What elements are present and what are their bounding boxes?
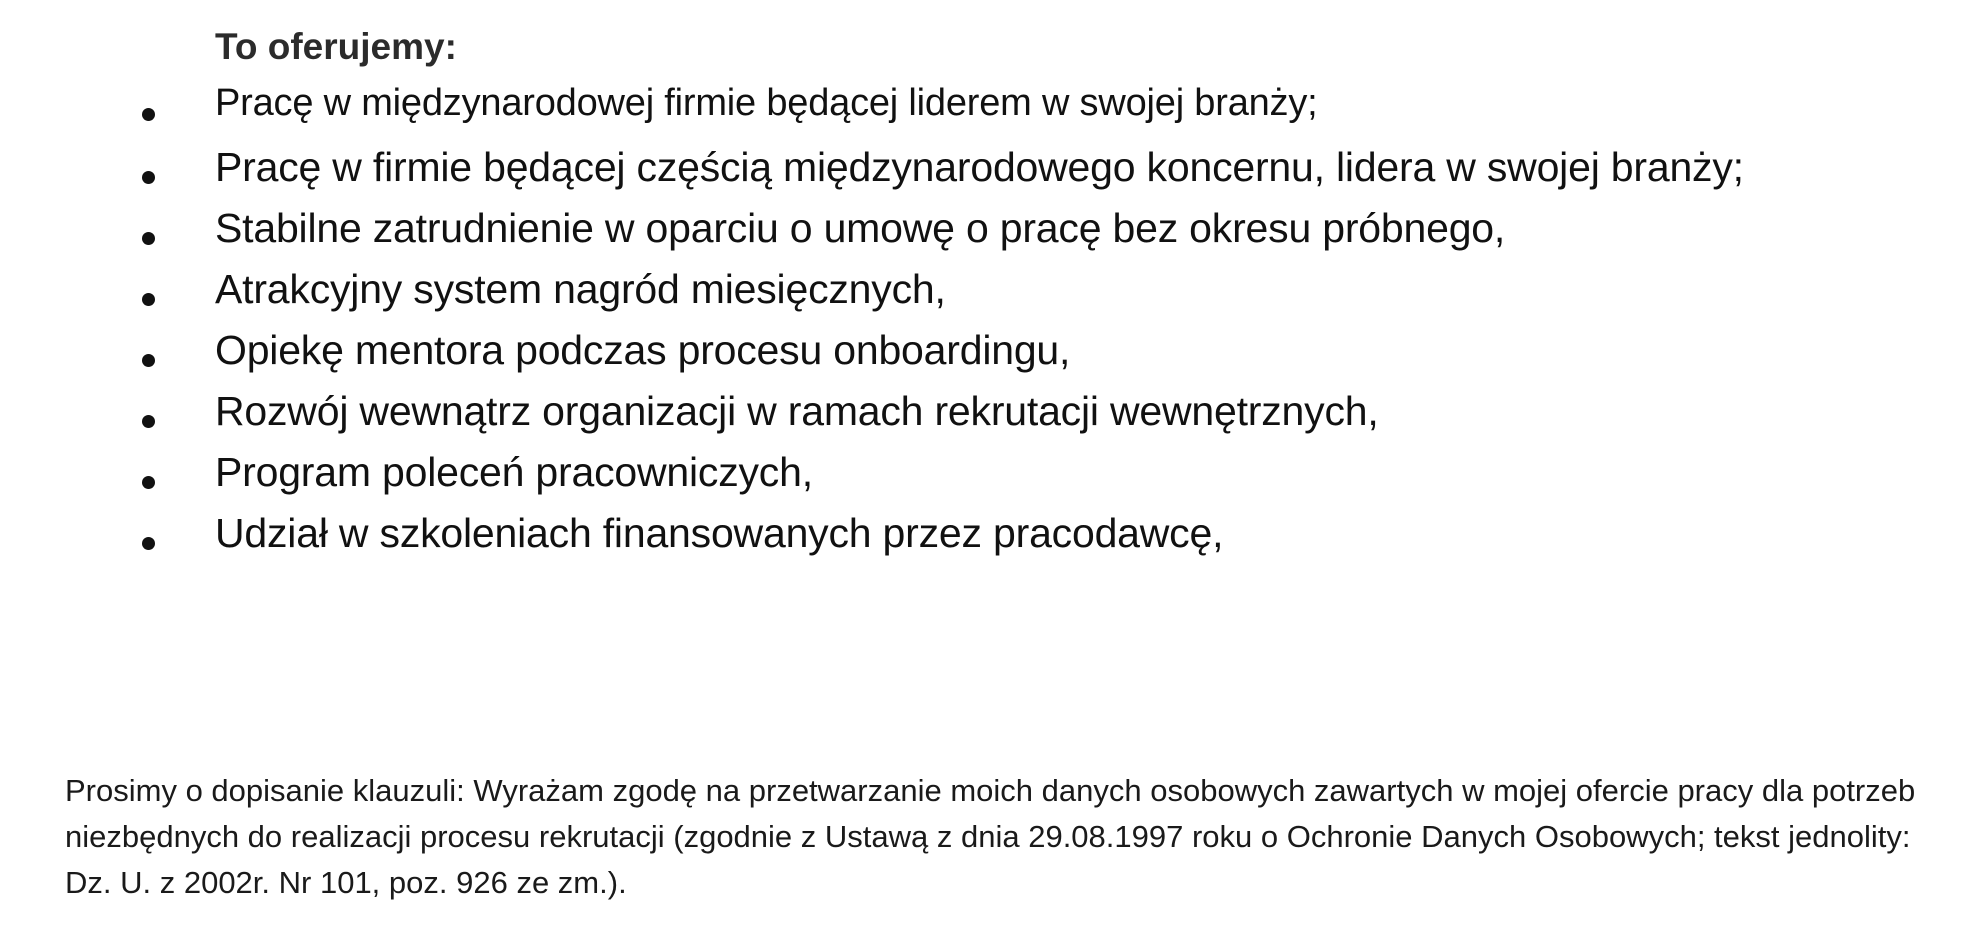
bullet-icon	[142, 171, 155, 184]
bullet-icon	[142, 232, 155, 245]
list-item-text: Udział w szkoleniach finansowanych przez pracodawcę,	[215, 510, 1224, 556]
offer-heading: To oferujemy:	[215, 26, 457, 67]
list-item-text: Pracę w firmie będącej częścią międzynarodowego koncernu, lidera w swojej branży;	[215, 144, 1744, 190]
list-item-text: Pracę w międzynarodowej firmie będącej liderem w swojej branży;	[215, 82, 1318, 124]
bullet-icon	[142, 537, 155, 550]
list-item-text: Stabilne zatrudnienie w oparciu o umowę o pracę bez okresu próbnego,	[215, 205, 1506, 251]
bullet-icon	[142, 354, 155, 367]
consent-clause: Prosimy o dopisanie klauzuli: Wyrażam zgodę na przetwarzanie moich danych osobowych zawartych w mojej ofercie pracy dla potrzeb niezbędnych do realizacji procesu rekrutacji (zgodnie z Ustawą z dnia 29.08.1997 roku o Ochronie Danych Osobowych; tekst jednolity: Dz. U. z 2002r. Nr 101, poz. 926 ze zm.).	[65, 773, 1916, 900]
bullet-icon	[142, 415, 155, 428]
list-item-text: Program poleceń pracowniczych,	[215, 449, 813, 495]
list-item-text: Opiekę mentora podczas procesu onboardingu,	[215, 327, 1071, 373]
bullet-icon	[142, 108, 155, 121]
bullet-icon	[142, 293, 155, 306]
bullet-icon	[142, 476, 155, 489]
list-item-text: Atrakcyjny system nagród miesięcznych,	[215, 266, 946, 312]
list-item-text: Rozwój wewnątrz organizacji w ramach rekrutacji wewnętrznych,	[215, 388, 1379, 434]
